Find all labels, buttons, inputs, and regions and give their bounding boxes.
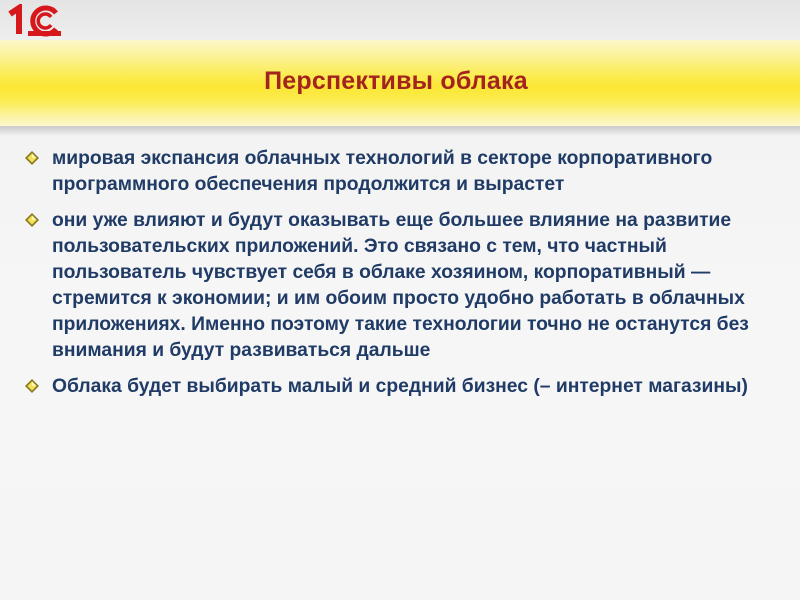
diamond-bullet-icon	[25, 213, 39, 227]
diamond-bullet-icon	[25, 379, 39, 393]
bullet-item	[20, 146, 796, 198]
bullet-list	[20, 146, 796, 410]
diamond-bullet-icon	[25, 151, 39, 165]
bullet-item	[20, 374, 796, 400]
title-band	[0, 40, 800, 126]
bullet-text: они уже влияют и будут оказывать еще большее влияние на развитие пользовательских приложений. Это связано с тем, что частный пользователь чувствует себя в облаке хозяином, корпоративный — стремится к экономии; и им обоим просто удобно работать в облачных приложениях. Именно поэтому такие технологии точно не останутся без внимания и будут развиваться дальше	[52, 210, 749, 361]
logo-text: 1С	[6, 4, 8, 5]
bullet-text: мировая экспансия облачных технологий в секторе корпоративного программного обеспечения продолжится и вырастет	[52, 148, 713, 195]
1c-logo	[6, 4, 68, 38]
bullet-text: Облака будет выбирать малый и средний бизнес (– интернет магазины)	[52, 376, 748, 397]
bullet-item	[20, 208, 796, 364]
slide-title: Перспективы облака	[264, 67, 528, 95]
